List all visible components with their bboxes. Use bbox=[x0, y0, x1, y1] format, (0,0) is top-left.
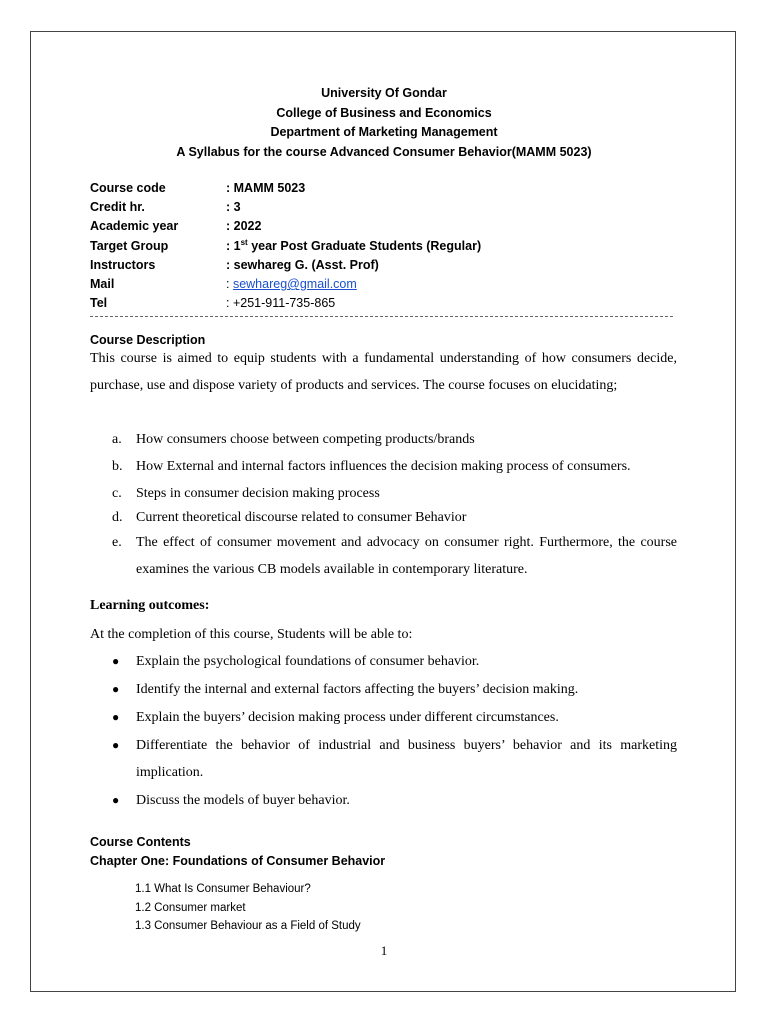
description-list-item bbox=[112, 453, 677, 480]
bullet-icon: ● bbox=[112, 682, 120, 696]
description-list-item bbox=[112, 426, 677, 453]
academic-year-label: Academic year bbox=[90, 219, 179, 234]
description-list-item bbox=[112, 529, 677, 583]
target-group-superscript: st bbox=[240, 237, 248, 247]
college-name: College of Business and Economics bbox=[276, 105, 492, 120]
course-description-heading: Course Description bbox=[90, 333, 206, 347]
instructors-value: : sewhareg G. (Asst. Prof) bbox=[226, 257, 379, 272]
list-item-text: How External and internal factors influences the decision making process of consumers. bbox=[136, 459, 631, 474]
outcome-list-item bbox=[112, 704, 677, 731]
info-row-instructors bbox=[90, 256, 481, 275]
info-row-mail bbox=[90, 275, 481, 294]
list-marker: b. bbox=[112, 459, 123, 474]
description-list bbox=[112, 426, 677, 583]
bullet-icon: ● bbox=[112, 710, 120, 724]
target-group-value bbox=[226, 237, 481, 256]
list-marker: e. bbox=[112, 535, 122, 550]
list-item-text: How consumers choose between competing products/brands bbox=[136, 432, 475, 447]
chapter-section-item: 1.2 Consumer market bbox=[135, 901, 246, 914]
target-group-label: Target Group bbox=[90, 238, 169, 253]
description-list-item bbox=[112, 507, 677, 529]
department-name: Department of Marketing Management bbox=[270, 125, 498, 139]
info-row-course-code bbox=[90, 179, 481, 198]
bullet-icon: ● bbox=[112, 793, 120, 807]
course-code-value: : MAMM 5023 bbox=[226, 181, 306, 195]
outcome-text: Identify the internal and external factors affecting the buyers’ decision making. bbox=[136, 682, 579, 697]
credit-value: : 3 bbox=[226, 200, 241, 215]
outcome-text: Explain the buyers’ decision making process under different circumstances. bbox=[136, 710, 559, 725]
outcome-list-item bbox=[112, 676, 677, 703]
chapter-section-item: 1.3 Consumer Behaviour as a Field of Study bbox=[135, 920, 361, 932]
target-group-prefix: : 1 bbox=[226, 238, 241, 253]
outcome-text: Differentiate the behavior of industrial and business buyers’ behavior and its marketing implication. bbox=[136, 738, 677, 780]
document-header bbox=[0, 84, 768, 162]
learning-outcomes-list bbox=[112, 648, 677, 815]
chapter-one-heading: Chapter One: Foundations of Consumer Behavior bbox=[90, 854, 386, 868]
bullet-icon: ● bbox=[112, 654, 120, 668]
instructors-label: Instructors bbox=[90, 257, 156, 272]
mail-label: Mail bbox=[90, 277, 115, 292]
outcome-list-item bbox=[112, 648, 677, 675]
tel-label: Tel bbox=[90, 296, 108, 311]
learning-outcomes-heading: Learning outcomes: bbox=[90, 598, 210, 613]
list-item-text: Current theoretical discourse related to consumer Behavior bbox=[136, 510, 467, 525]
university-name: University Of Gondar bbox=[321, 86, 447, 100]
course-contents-heading: Course Contents bbox=[90, 835, 191, 849]
credit-label: Credit hr. bbox=[90, 200, 145, 215]
target-group-rest: year Post Graduate Students (Regular) bbox=[247, 238, 482, 253]
chapter-section-item: 1.1 What Is Consumer Behaviour? bbox=[135, 883, 311, 895]
page-number: 1 bbox=[380, 943, 388, 958]
info-row-credit bbox=[90, 198, 481, 217]
academic-year-value: : 2022 bbox=[226, 219, 262, 234]
list-marker: d. bbox=[112, 510, 123, 525]
tel-value: : +251-911-735-865 bbox=[226, 296, 336, 311]
section-divider bbox=[90, 316, 673, 317]
list-item-text: The effect of consumer movement and advocacy on consumer right. Furthermore, the course examines the various CB models available in contemporary literature. bbox=[136, 535, 677, 577]
email-link[interactable]: sewhareg@gmail.com bbox=[232, 277, 357, 292]
list-marker: c. bbox=[112, 486, 122, 501]
description-list-item bbox=[112, 480, 677, 507]
mail-prefix: : bbox=[226, 277, 233, 292]
course-info bbox=[90, 179, 481, 313]
info-row-target-group bbox=[90, 237, 481, 256]
list-item-text: Steps in consumer decision making process bbox=[136, 486, 380, 501]
info-row-tel bbox=[90, 294, 481, 313]
learning-outcomes-intro: At the completion of this course, Students will be able to: bbox=[90, 627, 413, 642]
syllabus-title: A Syllabus for the course Advanced Consumer Behavior(MAMM 5023) bbox=[176, 144, 592, 159]
chapter-one-sections bbox=[135, 880, 361, 936]
bullet-icon: ● bbox=[112, 738, 120, 752]
outcome-text: Explain the psychological foundations of consumer behavior. bbox=[136, 654, 480, 669]
outcome-list-item bbox=[112, 732, 677, 786]
course-description-intro: This course is aimed to equip students with a fundamental understanding of how consumers decide, purchase, use and dispose variety of products and services. The course focuses on elucidating; bbox=[90, 351, 677, 393]
info-row-academic-year bbox=[90, 217, 481, 236]
course-code-label: Course code bbox=[90, 181, 166, 195]
list-marker: a. bbox=[112, 432, 122, 447]
outcome-text: Discuss the models of buyer behavior. bbox=[136, 793, 350, 808]
mail-value bbox=[226, 275, 357, 294]
outcome-list-item bbox=[112, 787, 677, 814]
